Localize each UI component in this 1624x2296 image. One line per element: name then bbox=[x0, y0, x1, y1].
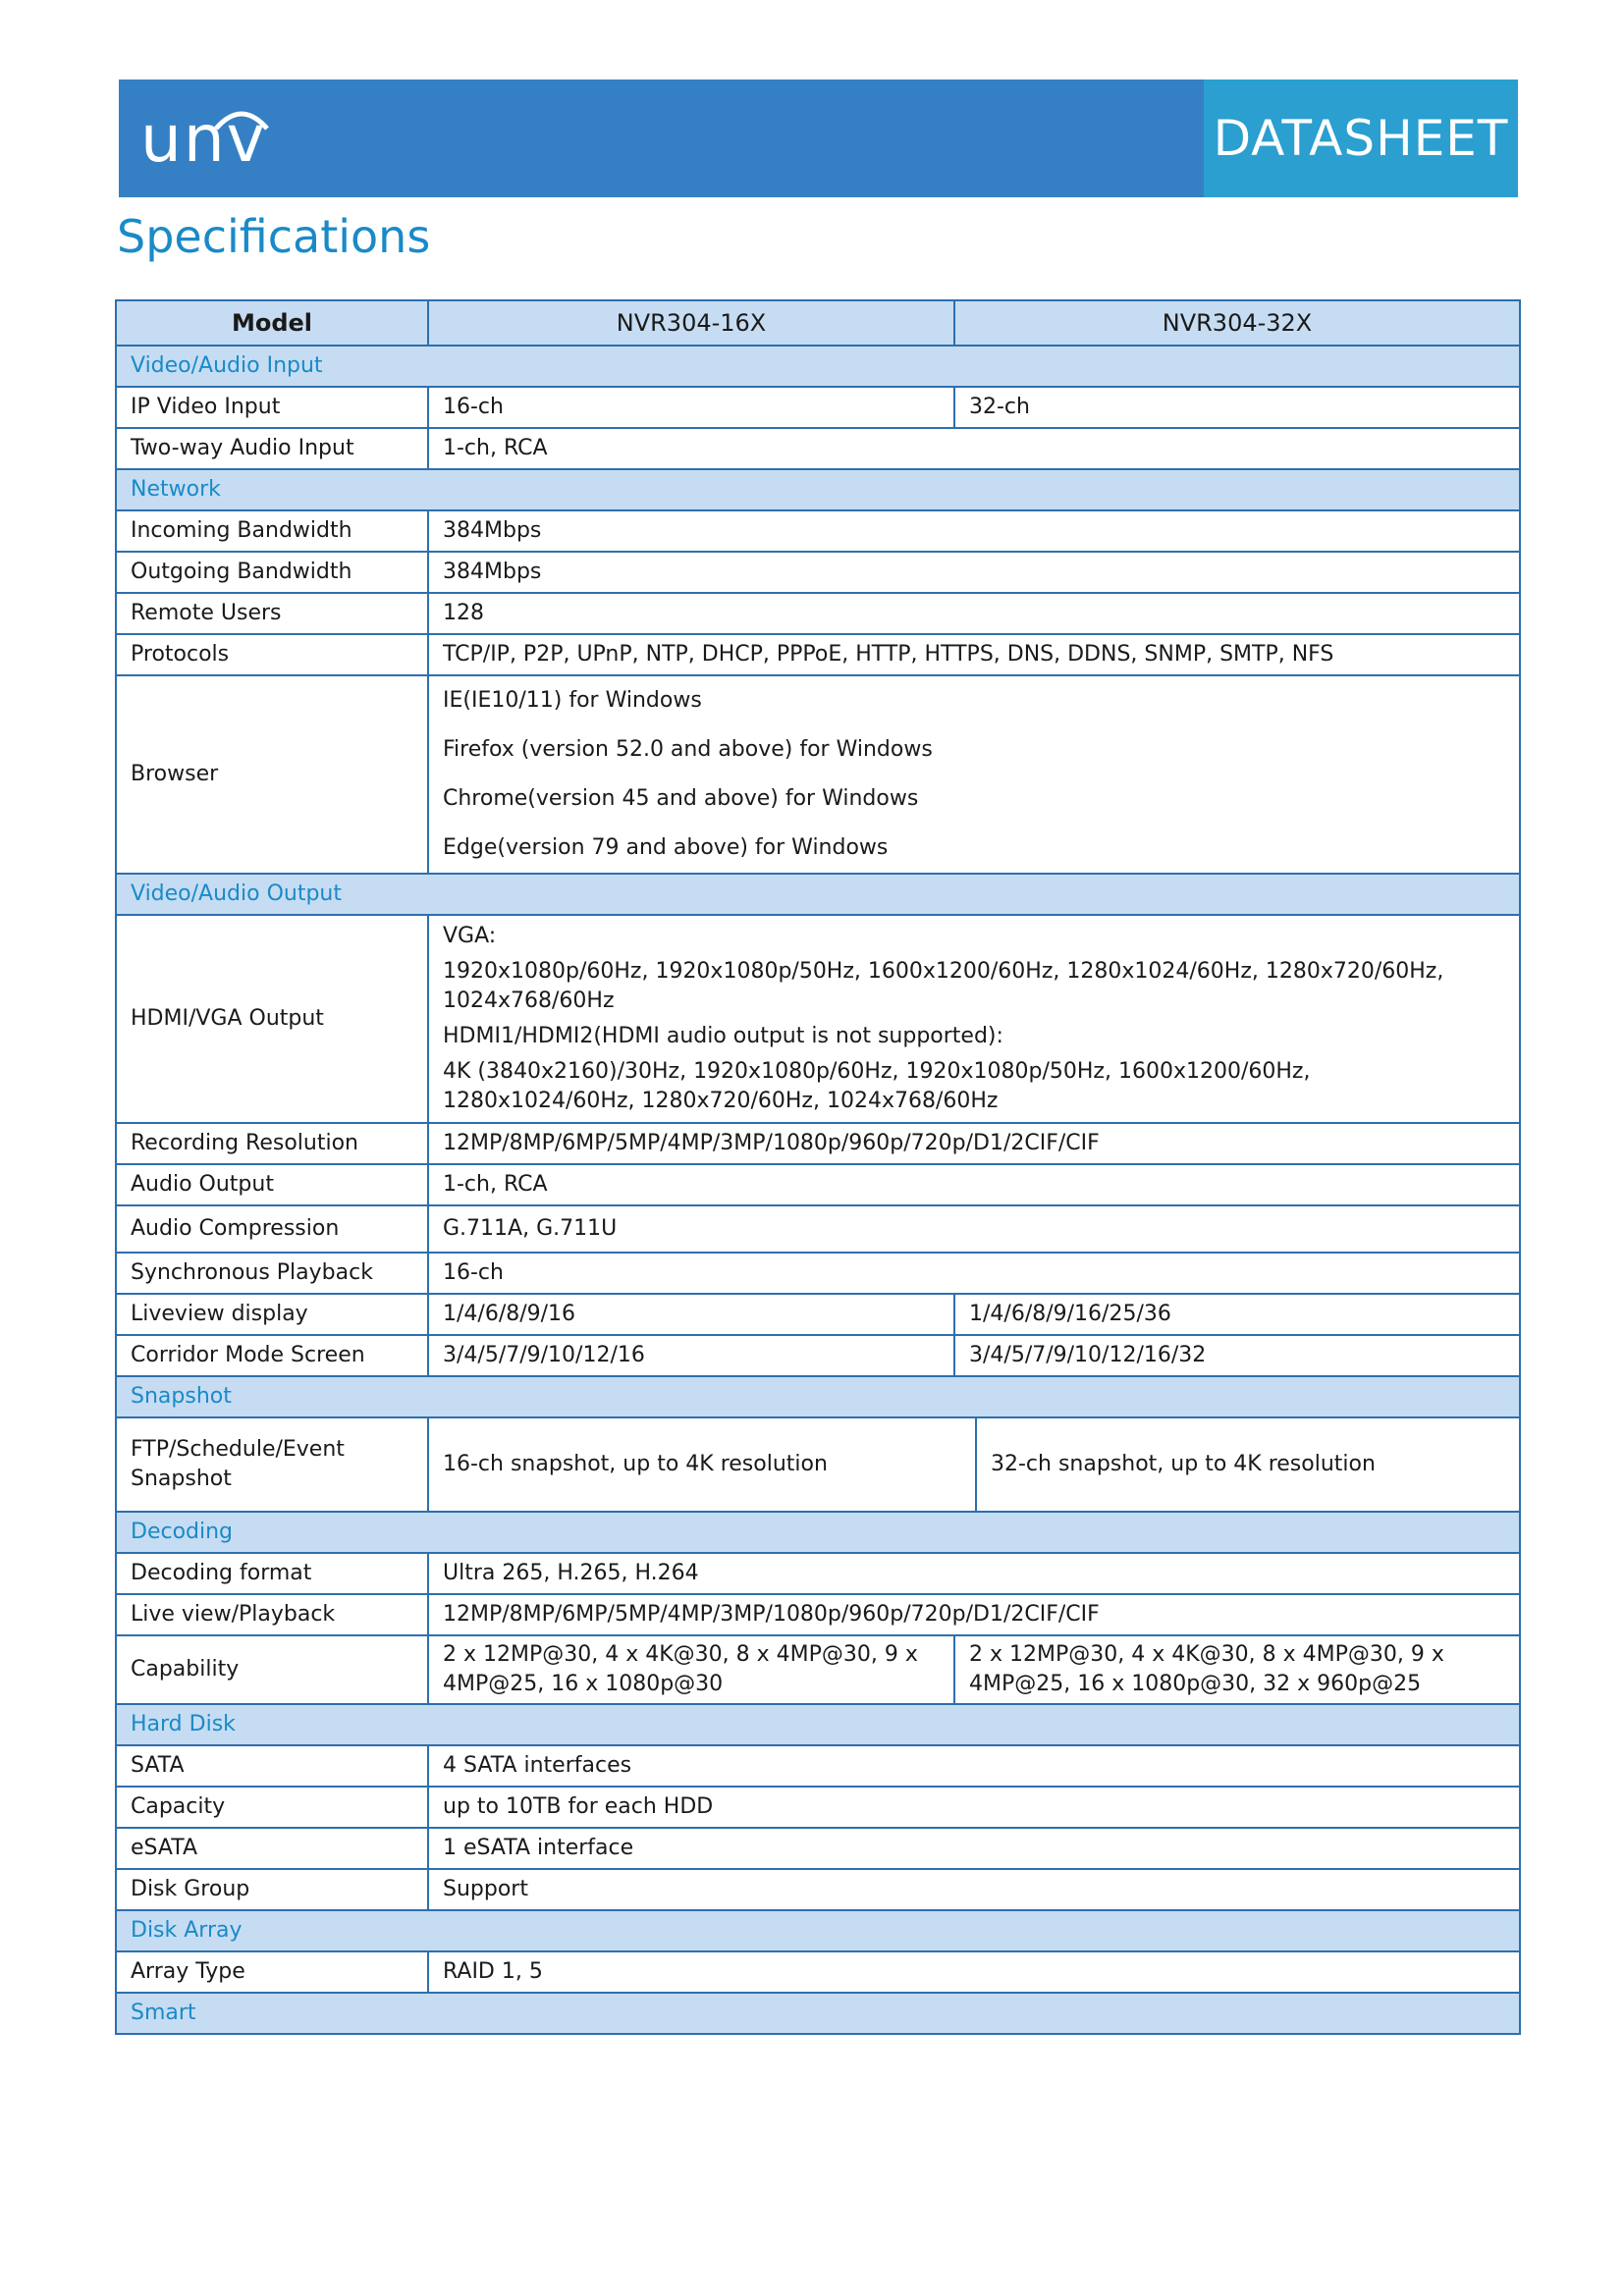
row-value-16x: 16-ch bbox=[428, 387, 954, 428]
logo-text: unv bbox=[140, 100, 267, 177]
section-row bbox=[116, 1910, 1520, 1951]
row-value: 384Mbps bbox=[428, 552, 1520, 593]
section-row bbox=[116, 874, 1520, 915]
table-row bbox=[116, 1164, 1520, 1205]
row-label: Corridor Mode Screen bbox=[116, 1335, 428, 1376]
row-label: Audio Compression bbox=[116, 1205, 428, 1253]
row-value: RAID 1, 5 bbox=[428, 1951, 1520, 1993]
vga-modes: 1920x1080p/60Hz, 1920x1080p/50Hz, 1600x1200/60Hz, 1280x1024/60Hz, 1280x720/60Hz, 1024x768/60Hz bbox=[443, 959, 1444, 1013]
row-label: Outgoing Bandwidth bbox=[116, 552, 428, 593]
row-label: SATA bbox=[116, 1745, 428, 1787]
page-title: Specifications bbox=[117, 210, 431, 263]
browser-line: Firefox (version 52.0 and above) for Windows bbox=[443, 737, 933, 762]
row-label: Disk Group bbox=[116, 1869, 428, 1910]
table-row bbox=[116, 1294, 1520, 1335]
row-label: eSATA bbox=[116, 1828, 428, 1869]
table-row bbox=[116, 1787, 1520, 1828]
row-value-16x: 1/4/6/8/9/16 bbox=[428, 1294, 954, 1335]
table-row bbox=[116, 1553, 1520, 1594]
table-row bbox=[116, 1869, 1520, 1910]
row-value: 1 eSATA interface bbox=[428, 1828, 1520, 1869]
table-row bbox=[116, 1635, 1520, 1704]
row-label: Capacity bbox=[116, 1787, 428, 1828]
row-label: Live view/Playback bbox=[116, 1594, 428, 1635]
table-row bbox=[116, 1335, 1520, 1376]
section-row bbox=[116, 1704, 1520, 1745]
logo-arc-icon bbox=[212, 103, 271, 133]
row-label: Remote Users bbox=[116, 593, 428, 634]
column-header-32x: NVR304-32X bbox=[954, 300, 1520, 346]
row-value-16x: 3/4/5/7/9/10/12/16 bbox=[428, 1335, 954, 1376]
vga-title: VGA: bbox=[443, 924, 497, 948]
browser-line: Edge(version 79 and above) for Windows bbox=[443, 835, 889, 860]
row-value: 1-ch, RCA bbox=[428, 428, 1520, 469]
section-row bbox=[116, 1993, 1520, 2034]
browser-list bbox=[428, 675, 1520, 874]
table-row bbox=[116, 593, 1520, 634]
hdmi-vga-modes bbox=[428, 915, 1520, 1123]
row-label: Capability bbox=[116, 1635, 428, 1704]
section-smart: Smart bbox=[116, 1993, 1520, 2034]
row-value: up to 10TB for each HDD bbox=[428, 1787, 1520, 1828]
row-value: G.711A, G.711U bbox=[428, 1205, 1520, 1253]
table-row bbox=[116, 1205, 1520, 1253]
row-label: HDMI/VGA Output bbox=[116, 915, 428, 1123]
row-label: Liveview display bbox=[116, 1294, 428, 1335]
snapshot-16x-text: 16-ch snapshot, up to 4K resolution bbox=[443, 1452, 828, 1476]
row-value: Support bbox=[428, 1869, 1520, 1910]
row-label: Incoming Bandwidth bbox=[116, 510, 428, 552]
snapshot-values bbox=[428, 1417, 1520, 1512]
row-label: Browser bbox=[116, 675, 428, 874]
row-label: Synchronous Playback bbox=[116, 1253, 428, 1294]
table-row bbox=[116, 675, 1520, 874]
hdmi-modes: 4K (3840x2160)/30Hz, 1920x1080p/60Hz, 1920x1080p/50Hz, 1600x1200/60Hz, 1280x1024/60Hz, 1280x720/60Hz, 1024x768/60Hz bbox=[443, 1059, 1311, 1113]
table-row bbox=[116, 1123, 1520, 1164]
browser-line: Chrome(version 45 and above) for Windows bbox=[443, 786, 919, 811]
row-value: 4 SATA interfaces bbox=[428, 1745, 1520, 1787]
snapshot-label-line1: FTP/Schedule/Event bbox=[131, 1437, 345, 1462]
section-row bbox=[116, 1512, 1520, 1553]
spec-table bbox=[115, 299, 1521, 2035]
browser-line: IE(IE10/11) for Windows bbox=[443, 688, 702, 713]
snapshot-label-line2: Snapshot bbox=[131, 1467, 232, 1491]
table-row bbox=[116, 634, 1520, 675]
row-label: Recording Resolution bbox=[116, 1123, 428, 1164]
column-header-16x: NVR304-16X bbox=[428, 300, 954, 346]
row-value-32x: 32-ch snapshot, up to 4K resolution bbox=[991, 1452, 1376, 1476]
section-snapshot: Snapshot bbox=[116, 1376, 1520, 1417]
row-value: TCP/IP, P2P, UPnP, NTP, DHCP, PPPoE, HTTP, HTTPS, DNS, DDNS, SNMP, SMTP, NFS bbox=[428, 634, 1520, 675]
table-row bbox=[116, 1745, 1520, 1787]
section-video-audio-output: Video/Audio Output bbox=[116, 874, 1520, 915]
row-label: IP Video Input bbox=[116, 387, 428, 428]
row-value: 12MP/8MP/6MP/5MP/4MP/3MP/1080p/960p/720p/D1/2CIF/CIF bbox=[428, 1123, 1520, 1164]
row-value: 1-ch, RCA bbox=[428, 1164, 1520, 1205]
row-value: 16-ch bbox=[428, 1253, 1520, 1294]
row-label: Two-way Audio Input bbox=[116, 428, 428, 469]
table-row bbox=[116, 915, 1520, 1123]
section-network: Network bbox=[116, 469, 1520, 510]
table-row bbox=[116, 1417, 1520, 1512]
table-row bbox=[116, 1594, 1520, 1635]
table-row bbox=[116, 1951, 1520, 1993]
row-label: Audio Output bbox=[116, 1164, 428, 1205]
row-value-32x: 32-ch bbox=[954, 387, 1520, 428]
section-decoding: Decoding bbox=[116, 1512, 1520, 1553]
row-label bbox=[116, 1417, 428, 1512]
row-value-16x: 2 x 12MP@30, 4 x 4K@30, 8 x 4MP@30, 9 x 4MP@25, 16 x 1080p@30 bbox=[428, 1635, 954, 1704]
table-row bbox=[116, 552, 1520, 593]
row-value: 384Mbps bbox=[428, 510, 1520, 552]
table-header-row bbox=[116, 300, 1520, 346]
table-row bbox=[116, 510, 1520, 552]
table-row bbox=[116, 1253, 1520, 1294]
section-disk-array: Disk Array bbox=[116, 1910, 1520, 1951]
row-value-32x: 3/4/5/7/9/10/12/16/32 bbox=[954, 1335, 1520, 1376]
row-value: 128 bbox=[428, 593, 1520, 634]
hdmi-title: HDMI1/HDMI2(HDMI audio output is not supported): bbox=[443, 1024, 1003, 1048]
row-value-32x: 1/4/6/8/9/16/25/36 bbox=[954, 1294, 1520, 1335]
datasheet-tag: DATASHEET bbox=[1204, 80, 1518, 197]
row-label: Decoding format bbox=[116, 1553, 428, 1594]
row-label: Array Type bbox=[116, 1951, 428, 1993]
table-row bbox=[116, 428, 1520, 469]
row-value-16x bbox=[429, 1418, 977, 1511]
table-row bbox=[116, 387, 1520, 428]
section-row bbox=[116, 1376, 1520, 1417]
brand-logo bbox=[119, 80, 1204, 197]
row-label: Protocols bbox=[116, 634, 428, 675]
table-row bbox=[116, 1828, 1520, 1869]
section-row bbox=[116, 346, 1520, 387]
row-value: 12MP/8MP/6MP/5MP/4MP/3MP/1080p/960p/720p/D1/2CIF/CIF bbox=[428, 1594, 1520, 1635]
header-banner bbox=[119, 80, 1518, 197]
column-header-model: Model bbox=[116, 300, 428, 346]
section-hard-disk: Hard Disk bbox=[116, 1704, 1520, 1745]
row-value: Ultra 265, H.265, H.264 bbox=[428, 1553, 1520, 1594]
row-value-32x: 2 x 12MP@30, 4 x 4K@30, 8 x 4MP@30, 9 x 4MP@25, 16 x 1080p@30, 32 x 960p@25 bbox=[954, 1635, 1520, 1704]
section-row bbox=[116, 469, 1520, 510]
section-video-audio-input: Video/Audio Input bbox=[116, 346, 1520, 387]
